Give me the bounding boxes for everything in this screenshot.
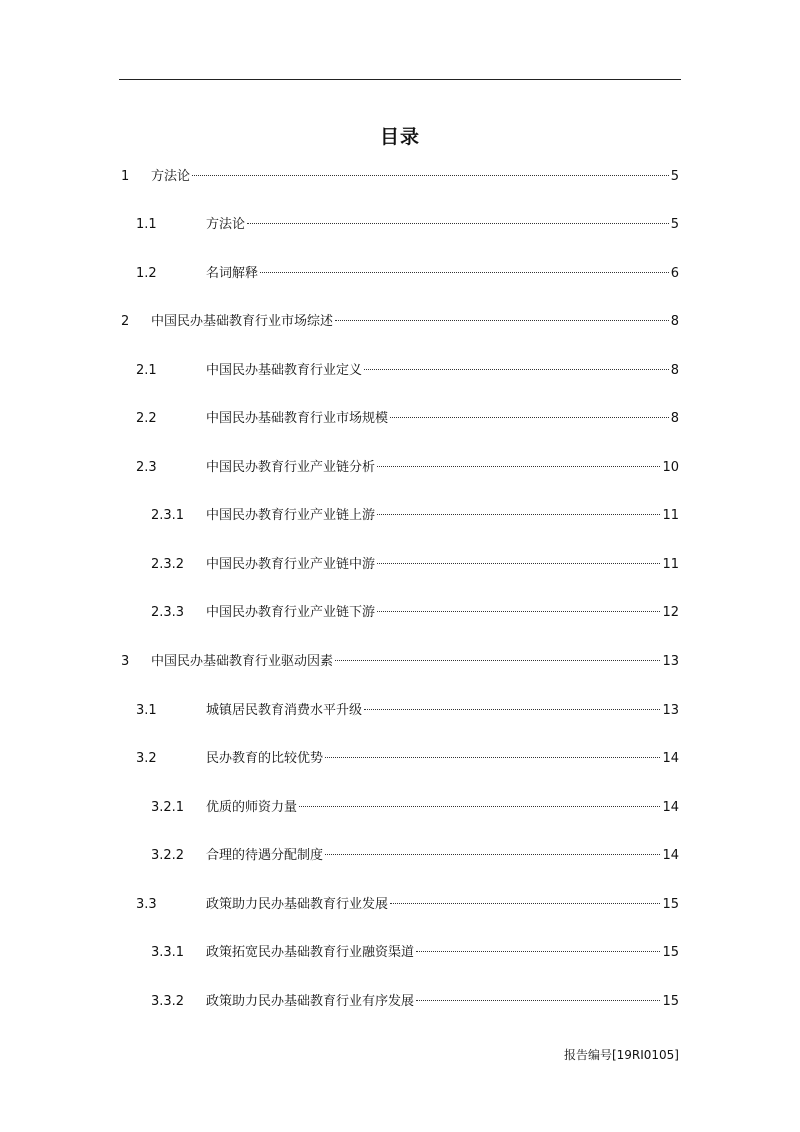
toc-entry-page: 8 <box>670 363 679 378</box>
toc-entry-label: 名词解释 <box>206 266 259 281</box>
toc-entry-page: 5 <box>670 217 679 232</box>
toc-entry-label: 中国民办基础教育行业驱动因素 <box>151 654 334 669</box>
toc-leader-dots <box>192 175 669 176</box>
toc-entry-label: 方法论 <box>206 217 246 232</box>
toc-entry-label: 政策助力民办基础教育行业发展 <box>206 897 389 912</box>
toc-entry[interactable] <box>0 264 800 284</box>
toc-entry[interactable] <box>0 943 800 963</box>
toc-entry-label: 中国民办教育行业产业链分析 <box>206 460 376 475</box>
toc-entry[interactable] <box>0 652 800 672</box>
toc-entry-page: 11 <box>662 508 679 523</box>
toc-leader-dots <box>390 417 669 418</box>
toc-entry-page: 6 <box>670 266 679 281</box>
toc-entry-label: 政策拓宽民办基础教育行业融资渠道 <box>206 945 415 960</box>
toc-entry-number: 3.3.1 <box>151 945 185 960</box>
toc-entry[interactable] <box>0 409 800 429</box>
toc-entry[interactable] <box>0 846 800 866</box>
toc-entry-label: 中国民办教育行业产业链上游 <box>206 508 376 523</box>
toc-entry-page: 15 <box>662 945 679 960</box>
toc-leader-dots <box>364 709 660 710</box>
toc-entry-label: 城镇居民教育消费水平升级 <box>206 703 363 718</box>
toc-entry-number: 2.1 <box>136 363 157 378</box>
toc-leader-dots <box>335 660 660 661</box>
toc-entry[interactable] <box>0 701 800 721</box>
toc-entry-label: 政策助力民办基础教育行业有序发展 <box>206 994 415 1009</box>
toc-entry-page: 8 <box>670 314 679 329</box>
toc-entry-number: 3 <box>121 654 130 669</box>
toc-entry-number: 3.2 <box>136 751 157 766</box>
toc-entry-page: 14 <box>662 800 679 815</box>
toc-entry-number: 2.3.3 <box>151 605 185 620</box>
toc-entry-label: 方法论 <box>151 169 191 184</box>
toc-entry-page: 15 <box>662 897 679 912</box>
toc-title: 目录 <box>379 126 420 148</box>
header-rule <box>119 79 681 80</box>
toc-entry[interactable] <box>0 555 800 575</box>
toc-entry-page: 13 <box>662 703 679 718</box>
toc-entry-page: 14 <box>662 848 679 863</box>
toc-leader-dots <box>416 951 660 952</box>
toc-leader-dots <box>377 514 660 515</box>
toc-entry-label: 优质的师资力量 <box>206 800 298 815</box>
toc-entry-number: 2.3.2 <box>151 557 185 572</box>
toc-entry[interactable] <box>0 458 800 478</box>
report-code: 报告编号[19RI0105] <box>563 1048 679 1062</box>
toc-leader-dots <box>260 272 669 273</box>
toc-leader-dots <box>247 223 669 224</box>
toc-entry-label: 中国民办基础教育行业市场规模 <box>206 411 389 426</box>
toc-leader-dots <box>377 466 660 467</box>
toc-entry[interactable] <box>0 895 800 915</box>
toc-entry-number: 3.2.2 <box>151 848 185 863</box>
toc-entry-number: 3.2.1 <box>151 800 185 815</box>
toc-entry-number: 3.1 <box>136 703 157 718</box>
toc-entry-page: 10 <box>662 460 679 475</box>
toc-leader-dots <box>299 806 660 807</box>
toc-entry[interactable] <box>0 312 800 332</box>
toc-entry-page: 8 <box>670 411 679 426</box>
toc-entry-label: 中国民办基础教育行业定义 <box>206 363 363 378</box>
toc-entry-number: 2.3.1 <box>151 508 185 523</box>
toc-entry[interactable] <box>0 798 800 818</box>
toc-entry-label: 中国民办教育行业产业链下游 <box>206 605 376 620</box>
toc-entry[interactable] <box>0 992 800 1012</box>
toc-entry-number: 3.3.2 <box>151 994 185 1009</box>
toc-entry-label: 民办教育的比较优势 <box>206 751 324 766</box>
toc-leader-dots <box>377 611 660 612</box>
toc-entry-page: 15 <box>662 994 679 1009</box>
toc-leader-dots <box>377 563 660 564</box>
toc-leader-dots <box>390 903 660 904</box>
toc-entry-number: 1.1 <box>136 217 157 232</box>
toc-leader-dots <box>325 757 660 758</box>
toc-entry-page: 13 <box>662 654 679 669</box>
toc-entry-number: 2 <box>121 314 130 329</box>
toc-entry[interactable] <box>0 603 800 623</box>
toc-entry-label: 中国民办教育行业产业链中游 <box>206 557 376 572</box>
toc-entry-number: 1 <box>121 169 130 184</box>
toc-entry-label: 中国民办基础教育行业市场综述 <box>151 314 334 329</box>
toc-entry[interactable] <box>0 506 800 526</box>
toc-entry[interactable] <box>0 749 800 769</box>
toc-entry[interactable] <box>0 361 800 381</box>
toc-entry-number: 2.2 <box>136 411 157 426</box>
toc-entry[interactable] <box>0 215 800 235</box>
toc-entry-page: 12 <box>662 605 679 620</box>
toc-leader-dots <box>416 1000 660 1001</box>
toc-entry-number: 2.3 <box>136 460 157 475</box>
toc-entry-page: 11 <box>662 557 679 572</box>
toc-entry-page: 5 <box>670 169 679 184</box>
toc-leader-dots <box>335 320 669 321</box>
toc-entry-number: 1.2 <box>136 266 157 281</box>
toc-entry[interactable] <box>0 167 800 187</box>
toc-entry-number: 3.3 <box>136 897 157 912</box>
toc-leader-dots <box>325 854 660 855</box>
toc-leader-dots <box>364 369 669 370</box>
toc-entry-label: 合理的待遇分配制度 <box>206 848 324 863</box>
toc-entry-page: 14 <box>662 751 679 766</box>
